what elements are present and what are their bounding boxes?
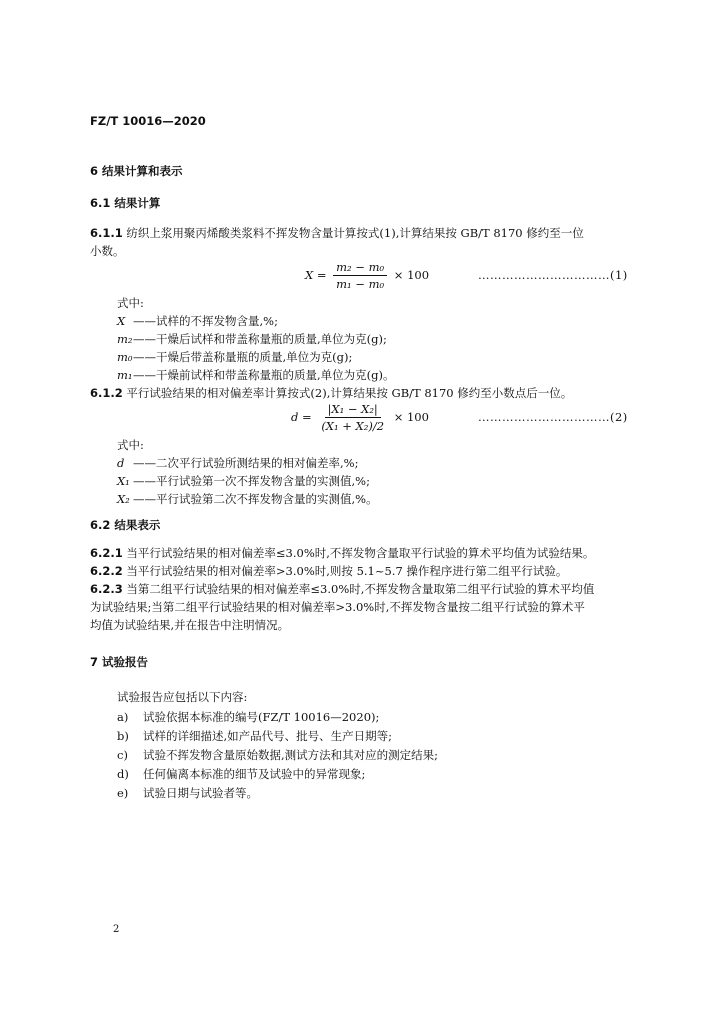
where-label-1: 式中: [117, 296, 144, 310]
clause-6-2-1 [90, 546, 594, 560]
list-item-text: 试样的详细描述,如产品代号、批号、生产日期等; [143, 729, 393, 743]
list-item [117, 710, 379, 724]
definition-symbol: m₀ [117, 350, 133, 364]
list-item [117, 786, 258, 800]
definition-symbol: X₂ [117, 492, 130, 506]
clause-number: 6.1.2 [90, 386, 123, 400]
list-item-text: 试验依据本标准的编号(FZ/T 10016—2020); [143, 710, 380, 724]
definition-row [117, 368, 395, 382]
formula-2 [291, 402, 429, 434]
clause-6-2-3-cont: 均值为试验结果,并在报告中注明情况。 [90, 618, 290, 632]
clause-6-1-1 [90, 226, 584, 240]
definition-row [117, 492, 378, 506]
definition-row [117, 456, 358, 470]
definition-row [117, 332, 387, 346]
formula-tail: × 100 [393, 267, 430, 282]
clause-6-1-2 [90, 386, 572, 400]
clause-number: 6.2.1 [90, 546, 123, 560]
list-item-text: 试验日期与试验者等。 [143, 786, 258, 800]
definition-row [117, 350, 352, 364]
list-item-text: 任何偏离本标准的细节及试验中的异常现象; [143, 767, 366, 781]
where-label-2: 式中: [117, 438, 144, 452]
definition-text: ——平行试验第二次不挥发物含量的实测值,%。 [133, 492, 378, 506]
report-intro: 试验报告应包括以下内容: [117, 690, 248, 704]
list-item [117, 748, 438, 762]
clause-number: 6.2.2 [90, 564, 123, 578]
definition-text: ——试样的不挥发物含量,%; [133, 314, 278, 328]
list-item-label: e) [117, 786, 129, 800]
definition-symbol: m₁ [117, 368, 133, 382]
section-7-title: 7 试验报告 [90, 655, 149, 669]
list-item [117, 767, 365, 781]
formula-lhs: X = [305, 267, 327, 282]
definition-symbol: X [117, 314, 126, 328]
definition-text: ——二次平行试验所测结果的相对偏差率,%; [133, 456, 359, 470]
section-6-2-title: 6.2 结果表示 [90, 518, 161, 532]
formula-fraction [333, 260, 387, 292]
formula-numerator: m₂ − m₀ [333, 260, 387, 276]
formula-1-number: ……………………………(1) [478, 268, 628, 282]
definition-symbol: m₂ [117, 332, 133, 346]
list-item-label: d) [117, 767, 129, 781]
clause-number: 6.2.3 [90, 582, 123, 596]
formula-2-number: ……………………………(2) [478, 410, 628, 424]
section-6-1-title: 6.1 结果计算 [90, 196, 161, 210]
definition-text: ——干燥后试样和带盖称量瓶的质量,单位为克(g); [133, 332, 387, 346]
formula-lhs: d = [291, 409, 312, 424]
definition-text: ——干燥前试样和带盖称量瓶的质量,单位为克(g)。 [133, 368, 395, 382]
clause-6-2-3-cont: 为试验结果;当第二组平行试验结果的相对偏差率>3.0%时,不挥发物含量按二组平行试验的算术平 [90, 600, 585, 614]
formula-numerator: |X₁ − X₂| [325, 402, 381, 418]
clause-text: 当平行试验结果的相对偏差率≤3.0%时,不挥发物含量取平行试验的算术平均值为试验结果。 [126, 546, 595, 560]
section-6-title: 6 结果计算和表示 [90, 164, 183, 178]
definition-row [117, 314, 278, 328]
list-item-label: a) [117, 710, 129, 724]
clause-text: 纺织上浆用聚丙烯酸类浆料不挥发物含量计算按式(1),计算结果按 GB/T 8170 修约至一位 [126, 226, 584, 240]
page-number: 2 [113, 924, 120, 935]
clause-text: 平行试验结果的相对偏差率计算按式(2),计算结果按 GB/T 8170 修约至小数点后一位。 [126, 386, 573, 400]
definition-symbol: d [117, 456, 125, 470]
clause-number: 6.1.1 [90, 226, 123, 240]
formula-fraction [318, 402, 387, 434]
formula-tail: × 100 [393, 409, 429, 424]
formula-denominator: m₁ − m₀ [336, 277, 385, 292]
list-item-label: c) [117, 748, 128, 762]
list-item [117, 729, 392, 743]
list-item-label: b) [117, 729, 129, 743]
clause-6-2-2 [90, 564, 567, 578]
definition-text: ——干燥后带盖称量瓶的质量,单位为克(g); [133, 350, 353, 364]
definition-symbol: X₁ [117, 474, 130, 488]
clause-6-2-3 [90, 582, 594, 596]
standard-number: FZ/T 10016—2020 [90, 114, 206, 128]
definition-text: ——平行试验第一次不挥发物含量的实测值,%; [133, 474, 370, 488]
list-item-text: 试验不挥发物含量原始数据,测试方法和其对应的测定结果; [143, 748, 439, 762]
formula-1 [305, 260, 429, 292]
formula-denominator: (X₁ + X₂)/2 [321, 419, 385, 434]
clause-6-1-1-cont: 小数。 [90, 244, 125, 258]
clause-text: 当第二组平行试验结果的相对偏差率≤3.0%时,不挥发物含量取第二组平行试验的算术平均值 [126, 582, 595, 596]
clause-text: 当平行试验结果的相对偏差率>3.0%时,则按 5.1~5.7 操作程序进行第二组平行试验。 [126, 564, 568, 578]
definition-row [117, 474, 370, 488]
